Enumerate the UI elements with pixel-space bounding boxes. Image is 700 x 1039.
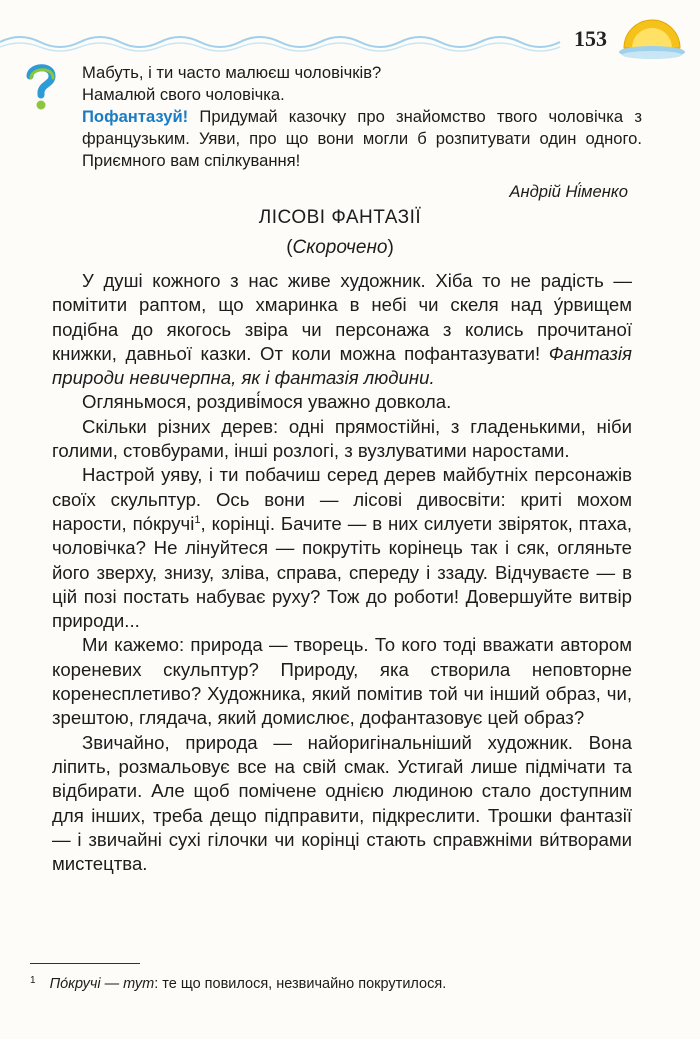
footnote-reference: 1: [194, 513, 201, 526]
footnote-text: : те що повилося, незвичайно покрутилося.: [154, 976, 447, 992]
footnote: [30, 972, 650, 993]
footnote-mark: 1: [30, 975, 36, 986]
page-number: 153: [574, 26, 607, 51]
footnote-term: По́кручі — тут: [49, 976, 155, 992]
story-title: ЛІСОВІ ФАНТАЗІЇ: [258, 207, 422, 228]
task-text: Придумай казочку про знайомство твого чоловічка з французьким. Уяви, про що вони могли б розпитувати один одного. Приємного вам спілкування!: [82, 107, 642, 170]
task-label: Пофантазуй!: [82, 107, 189, 126]
paragraph-1-text: У душі кожного з нас живе художник. Хіба то не радість — помітити раптом, що хмаринка в небі чи скеля над у́рвищем подібна до якогось звіра чи персонажа з колись прочитаної книжки, давньої казки. От коли можна пофантазувати!: [52, 270, 632, 364]
subtitle-open-paren: (: [286, 237, 293, 258]
paragraph-2: Огляньмося, роздиві́мося уважно довкола.: [82, 391, 452, 413]
intro-task: [82, 106, 642, 172]
author-name: Андрій Ні́менко: [509, 182, 628, 201]
sun-icon: [618, 8, 686, 60]
subtitle-close-paren: ): [387, 237, 394, 258]
paragraph-1-italic: Фантазія природи невичерпна, як і фантазія людини.: [52, 342, 632, 389]
footnote-divider: [30, 963, 140, 964]
story-body: [52, 269, 632, 876]
paragraph-3: Скільки різних дерев: одні прямостійні, з гладенькими, ніби голими, стовбурами, інші розлогі, з вузлуватими наростами.: [52, 415, 632, 462]
paragraph-4-before: Настрой уяву, і ти побачиш серед дерев майбутніх персонажів своїх скульптур. Ось вони — лісові дивосвіти: криті мохом нарости, по́кручі: [52, 464, 632, 534]
story-subtitle: [0, 237, 680, 259]
intro-line-2: Намалюй свого чоловічка.: [82, 85, 285, 104]
intro-block: [82, 62, 642, 172]
paragraph-6: Звичайно, природа — найоригінальніший художник. Вона ліпить, розмальовує все на свій смак. Устигай лише підмічати та відбирати. Але щоб помічене однією людиною стало доступним для інших, треба дещо підправити, підкреслити. Трошки фантазії — і звичайні сухі гілочки чи корінці стають справжніми ви́творами мистецтва.: [52, 731, 632, 875]
question-mark-icon: [22, 62, 58, 112]
paragraph-5: Ми кажемо: природа — творець. То кого тоді вважати автором кореневих скульптур? Природу, яка створила неповторне коренесплетиво? Художника, який помітив той чи інший образ, чи, зрештою, глядача, який домислює, дофантазовує цей образ?: [52, 634, 632, 729]
paragraph-4: [52, 463, 632, 633]
intro-line-1: Мабуть, і ти часто малюєш чоловічків?: [82, 63, 382, 82]
subtitle-text: Скорочено: [292, 237, 388, 258]
paragraph-4-after: , корінці. Бачите — в них силуети звіряток, птаха, чоловічка? Не лінуйтеся — покрутіть корінець так і сяк, огляньте його зверху, знизу, зліва, справа, спереду і ззаду. Відчуваєте — в цій позі постать набуває руху? Тож до роботи! Довершуйте витвір природи...: [52, 512, 632, 632]
paragraph-1: [52, 269, 632, 390]
